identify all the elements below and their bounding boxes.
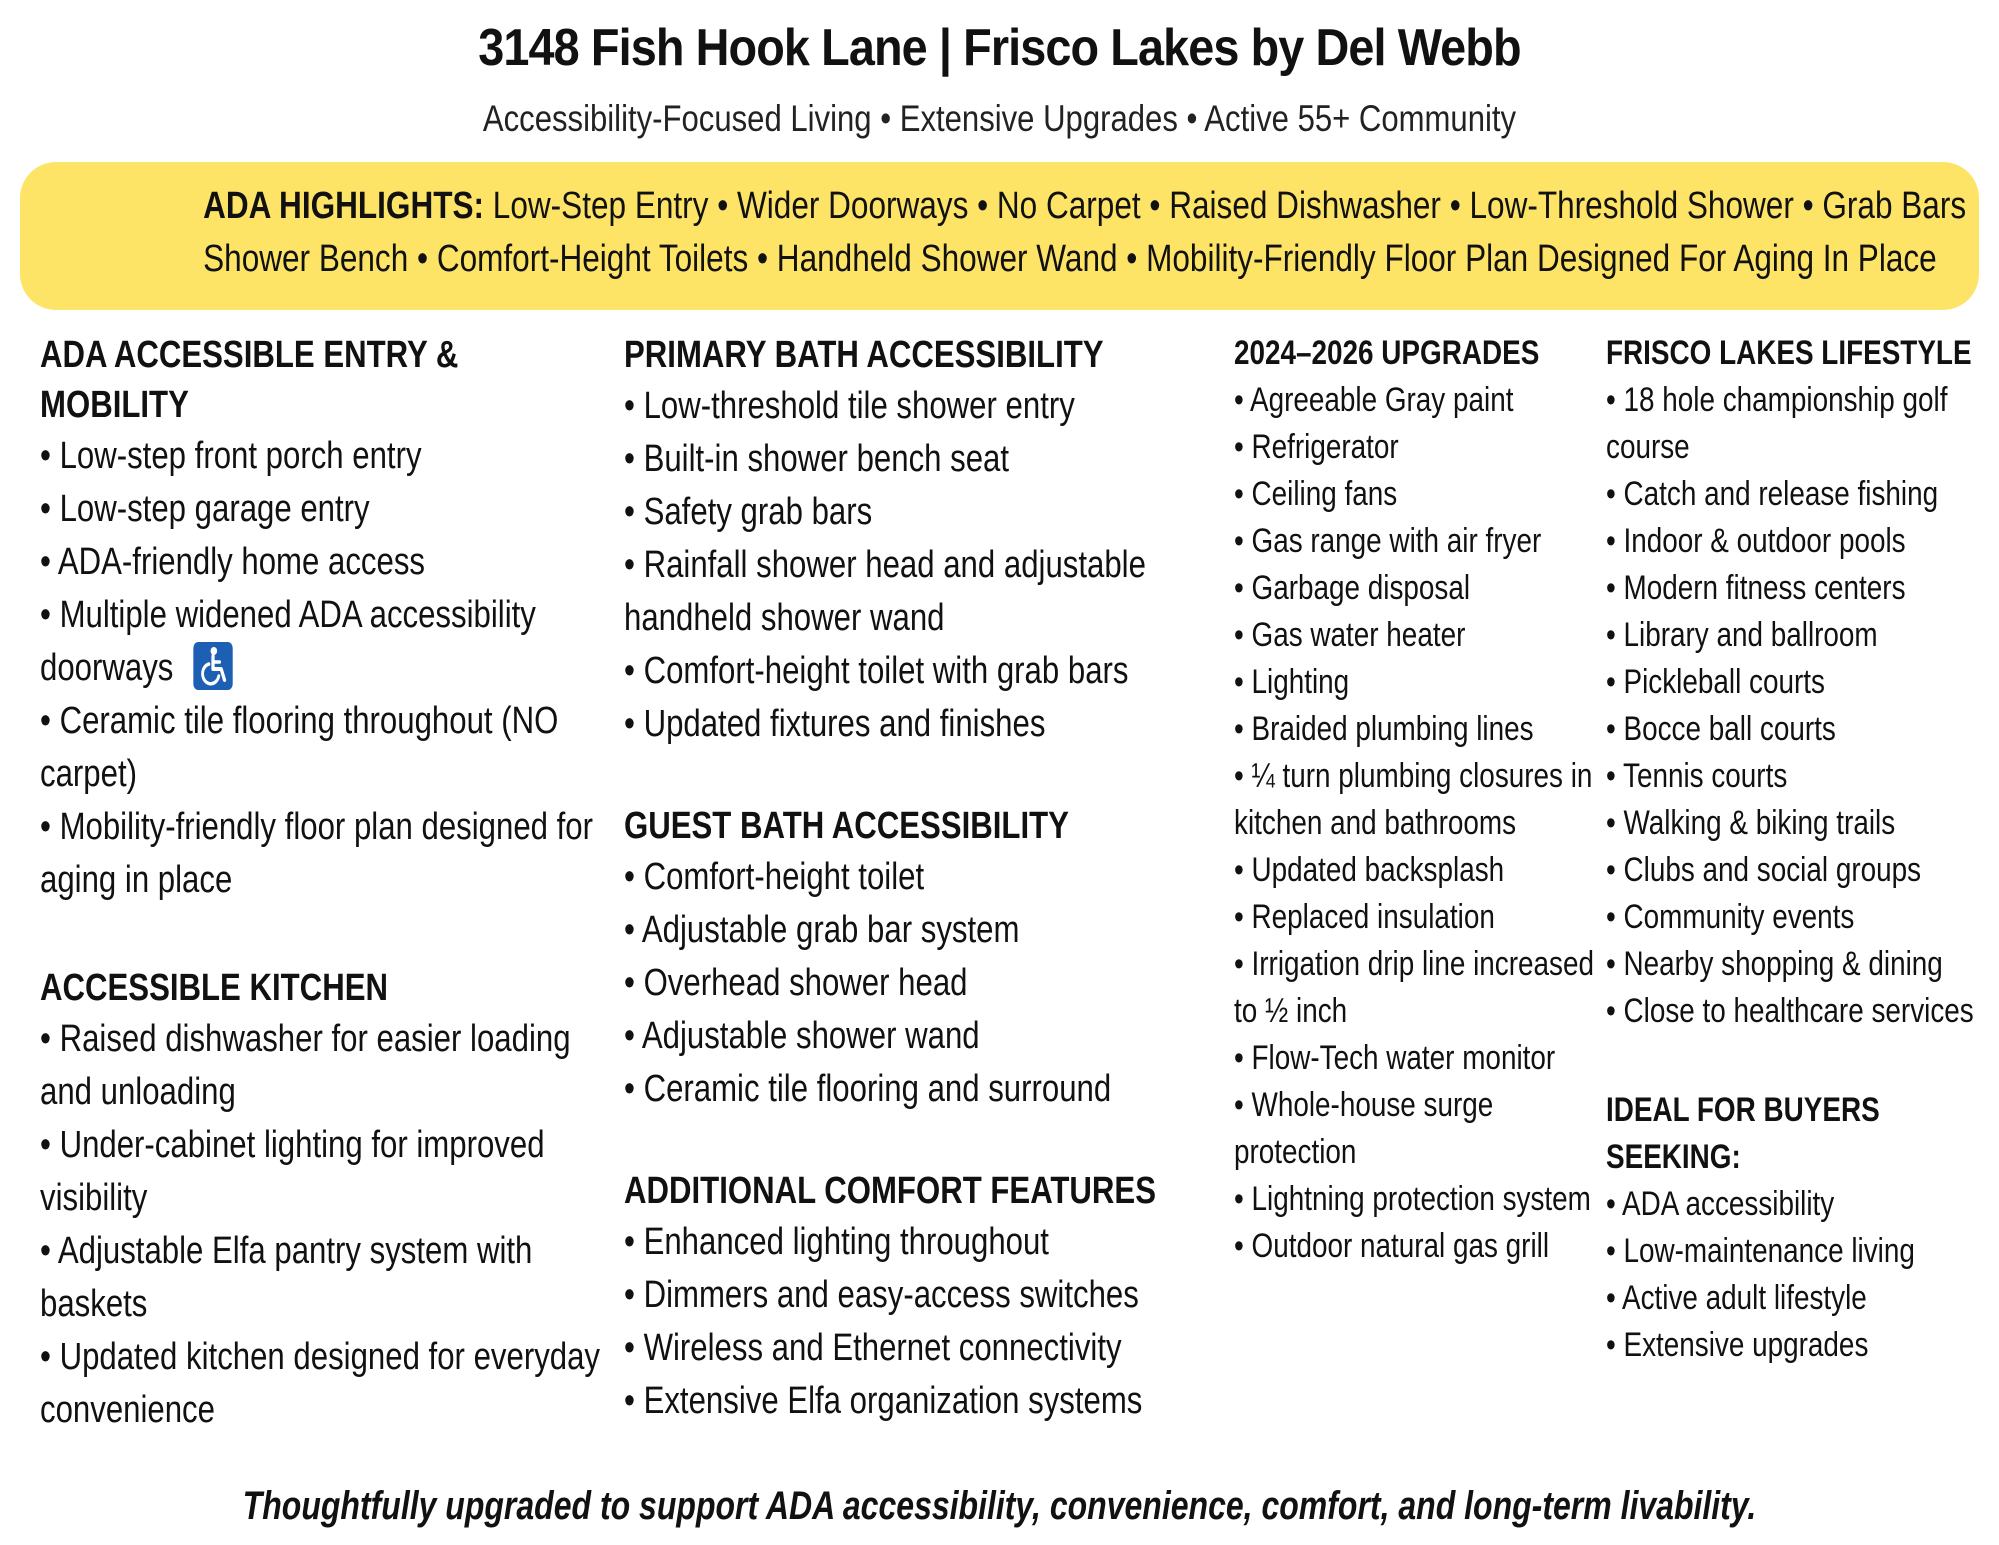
list-item: • Under-cabinet lighting for improved visibility [40,1124,545,1219]
highlights-label: ADA HIGHLIGHTS: [203,185,485,227]
list-item-doorways [40,589,610,695]
list-item: • Low-maintenance living [1606,1232,1915,1270]
section-title-upgrades: 2024–2026 UPGRADES [1234,334,1540,372]
list-item: • Gas water heater [1234,616,1466,654]
list-item: • Built-in shower bench seat [624,438,1010,480]
list-item: • Indoor & outdoor pools [1606,522,1906,560]
list-item: • Ceiling fans [1234,475,1398,513]
list-item: • Low-step front porch entry [40,435,422,477]
list-item: • Low-step garage entry [40,488,370,530]
list-item: • Lighting [1234,663,1350,701]
section-title-comfort: ADDITIONAL COMFORT FEATURES [624,1170,1157,1212]
list-item: • Adjustable grab bar system [624,909,1020,951]
list-item: • Adjustable Elfa pantry system with baskets [40,1230,533,1325]
list-item: • Comfort-height toilet with grab bars [624,650,1129,692]
list-item: • Clubs and social groups [1606,851,1922,889]
list-item: • ADA-friendly home access [40,541,425,583]
list-item: • Comfort-height toilet [624,856,925,898]
list-item: • Agreeable Gray paint [1234,381,1514,419]
list-item: • Overhead shower head [624,962,968,1004]
list-item: • Lightning protection system [1234,1180,1591,1218]
ada-highlights-banner [20,162,1979,310]
list-item: • Walking & biking trails [1606,804,1896,842]
list-item: • ¼ turn plumbing closures in kitchen and bathrooms [1234,757,1593,842]
list-item: • Replaced insulation [1234,898,1495,936]
list-item: • Modern fitness centers [1606,569,1906,607]
list-item: • Irrigation drip line increased to ½ inch [1234,945,1594,1030]
section-title-primary-bath: PRIMARY BATH ACCESSIBILITY [624,334,1104,376]
list-item: • Enhanced lighting throughout [624,1221,1049,1263]
list-item: • Tennis courts [1606,757,1788,795]
list-item: • Safety grab bars [624,491,873,533]
list-item: • Updated backsplash [1234,851,1505,889]
doorways-text: • Multiple widened ADA accessibility doorways [40,594,536,689]
list-item: • Nearby shopping & dining [1606,945,1943,983]
list-item: • Rainfall shower head and adjustable handheld shower wand [624,544,1146,639]
list-item: • Mobility-friendly floor plan designed for aging in place [40,806,594,901]
list-item: • Refrigerator [1234,428,1399,466]
list-item: • Extensive Elfa organization systems [624,1380,1143,1422]
column-lifestyle [1606,330,1991,1369]
section-title-buyers: IDEAL FOR BUYERS SEEKING: [1606,1091,1880,1176]
list-item: • Whole-house surge protection [1234,1086,1494,1171]
highlights-line-2: Shower Bench • Comfort-Height Toilets • Handheld Shower Wand • Mobility-Friendly Floor Plan Designed For Aging In Place [203,238,1937,280]
list-item: • Braided plumbing lines [1234,710,1534,748]
list-item: • Garbage disposal [1234,569,1471,607]
list-item: • Adjustable shower wand [624,1015,980,1057]
list-item: • Updated kitchen designed for everyday convenience [40,1336,601,1431]
list-item: • Gas range with air fryer [1234,522,1542,560]
column-upgrades [1234,330,1606,1270]
list-item: • Catch and release fishing [1606,475,1939,513]
section-title-entry: ADA ACCESSIBLE ENTRY & MOBILITY [40,334,459,426]
list-item: • 18 hole championship golf course [1606,381,1948,466]
list-item: • Active adult lifestyle [1606,1279,1867,1317]
list-item: • Community events [1606,898,1855,936]
list-item: • Bocce ball courts [1606,710,1836,748]
list-item: • Ceramic tile flooring throughout (NO carpet) [40,700,559,795]
list-item: • Low-threshold tile shower entry [624,385,1075,427]
list-item: • Flow-Tech water monitor [1234,1039,1556,1077]
section-title-guest-bath: GUEST BATH ACCESSIBILITY [624,805,1069,847]
column-baths-comfort [624,330,1214,1428]
page-subtitle: Accessibility-Focused Living • Extensive Upgrades • Active 55+ Community [482,98,1517,139]
list-item: • Extensive upgrades [1606,1326,1869,1364]
page-title: 3148 Fish Hook Lane | Frisco Lakes by Del Webb [478,19,1521,77]
highlights-line-1 [203,180,1967,233]
list-item: • Close to healthcare services [1606,992,1974,1030]
highlights-text-1: Low-Step Entry • Wider Doorways • No Carpet • Raised Dishwasher • Low-Threshold Shower • Grab Bars [484,185,1967,227]
list-item: • Outdoor natural gas grill [1234,1227,1550,1265]
list-item: • Raised dishwasher for easier loading and unloading [40,1018,571,1113]
section-title-kitchen: ACCESSIBLE KITCHEN [40,967,388,1009]
list-item: • Updated fixtures and finishes [624,703,1046,745]
section-title-lifestyle: FRISCO LAKES LIFESTYLE [1606,334,1972,372]
column-entry-kitchen [40,330,610,1437]
list-item: • Library and ballroom [1606,616,1878,654]
wheelchair-icon [193,642,232,690]
list-item: • Wireless and Ethernet connectivity [624,1327,1122,1369]
list-item: • Pickleball courts [1606,663,1825,701]
list-item: • Ceramic tile flooring and surround [624,1068,1112,1110]
footer-tagline: Thoughtfully upgraded to support ADA accessibility, convenience, comfort, and long-term livability. [242,1484,1757,1528]
list-item: • ADA accessibility [1606,1185,1835,1223]
list-item: • Dimmers and easy-access switches [624,1274,1139,1316]
